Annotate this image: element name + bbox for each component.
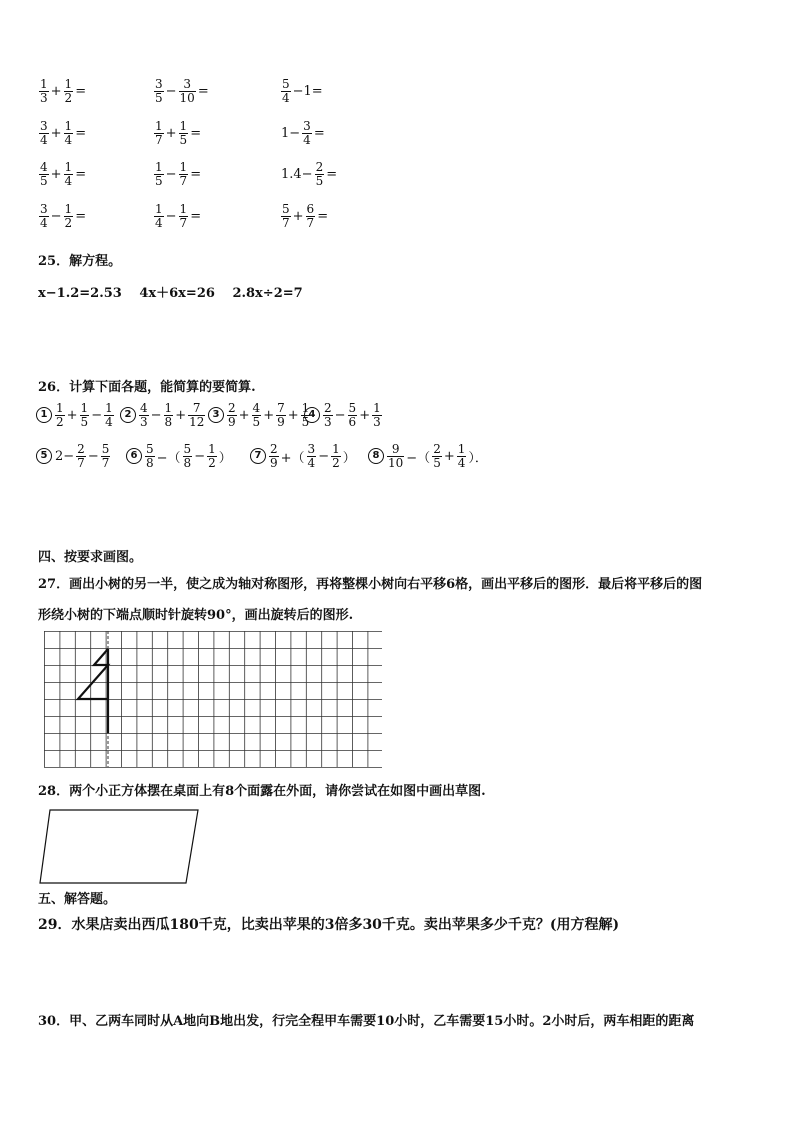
fraction: $\frac{1}{2}$ bbox=[208, 442, 216, 470]
q26-item-8 bbox=[368, 443, 489, 469]
section-4-heading: 四、按要求画图。 bbox=[38, 550, 143, 565]
operator: = bbox=[190, 166, 202, 182]
operator: −（ bbox=[406, 450, 431, 466]
calc-expression bbox=[153, 78, 210, 104]
item-number: 8 bbox=[368, 448, 384, 464]
fraction: $\frac{1}{4}$ bbox=[64, 119, 73, 147]
fraction: $\frac{4}{5}$ bbox=[40, 160, 48, 188]
operator: ） bbox=[342, 450, 356, 466]
fraction: $\frac{3}{4}$ bbox=[40, 202, 48, 230]
operator: − bbox=[150, 407, 162, 423]
operator: 1− bbox=[281, 125, 301, 141]
q25-title: 25．解方程。 bbox=[38, 254, 122, 269]
operator: − bbox=[194, 448, 206, 464]
q25-equations: x−1.2=2.53 4x＋6x=26 2.8x÷2=7 bbox=[38, 286, 303, 301]
operator: + bbox=[165, 125, 177, 141]
fraction: $\frac{1}{3}$ bbox=[373, 401, 381, 429]
table-parallelogram bbox=[38, 808, 200, 886]
calc-expression bbox=[280, 120, 326, 146]
fraction: $\frac{3}{10}$ bbox=[179, 77, 195, 105]
operator: = bbox=[75, 166, 87, 182]
operator: + bbox=[66, 407, 78, 423]
calc-expression bbox=[38, 161, 87, 187]
item-number: 2 bbox=[120, 407, 136, 423]
fraction: $\frac{1}{2}$ bbox=[64, 202, 73, 230]
operator: = bbox=[317, 208, 329, 224]
fraction: $\frac{3}{4}$ bbox=[303, 119, 311, 147]
operator: = bbox=[313, 125, 325, 141]
q27-line-1: 27．画出小树的另一半，使之成为轴对称图形，再将整棵小树向右平移6格，画出平移后的图形．最后将平移后的图 bbox=[38, 577, 703, 592]
operator: = bbox=[326, 166, 338, 182]
operator: = bbox=[75, 125, 87, 141]
operator: + bbox=[50, 125, 62, 141]
tree-grid bbox=[44, 631, 382, 769]
operator: + bbox=[50, 166, 62, 182]
fraction: $\frac{1}{4}$ bbox=[105, 401, 113, 429]
fraction: $\frac{5}{8}$ bbox=[146, 442, 154, 470]
operator: + bbox=[359, 407, 371, 423]
q26-item-4 bbox=[304, 402, 383, 428]
operator: + bbox=[287, 407, 299, 423]
operator: − bbox=[50, 208, 62, 224]
calc-expression bbox=[38, 78, 87, 104]
operator: − bbox=[165, 166, 177, 182]
operator: = bbox=[75, 208, 87, 224]
q27-line-2: 形绕小树的下端点顺时针旋转90°，画出旋转后的图形. bbox=[38, 608, 354, 623]
fraction: $\frac{1}{5}$ bbox=[155, 160, 163, 188]
fraction: $\frac{7}{12}$ bbox=[189, 401, 205, 429]
q26-item-5 bbox=[36, 443, 111, 469]
calc-expression bbox=[280, 161, 338, 187]
q28-text: 28．两个小正方体摆在桌面上有8个面露在外面，请你尝试在如图中画出草图. bbox=[38, 784, 486, 799]
operator: = bbox=[75, 83, 87, 99]
operator: + bbox=[50, 83, 62, 99]
fraction: $\frac{5}{6}$ bbox=[348, 401, 357, 429]
fraction: $\frac{1}{2}$ bbox=[56, 401, 64, 429]
item-number: 4 bbox=[304, 407, 320, 423]
q26-item-2 bbox=[120, 402, 206, 428]
operator: ）． bbox=[468, 450, 488, 466]
fraction: $\frac{3}{4}$ bbox=[40, 119, 48, 147]
q26-item-1 bbox=[36, 402, 115, 428]
fraction: $\frac{1}{3}$ bbox=[40, 77, 48, 105]
fraction: $\frac{1}{2}$ bbox=[332, 442, 340, 470]
half-tree bbox=[78, 649, 108, 733]
fraction: $\frac{1}{4}$ bbox=[457, 442, 466, 470]
fraction: $\frac{1}{4}$ bbox=[155, 202, 163, 230]
item-number: 5 bbox=[36, 448, 52, 464]
fraction: $\frac{2}{9}$ bbox=[228, 401, 236, 429]
fraction: $\frac{6}{7}$ bbox=[306, 202, 315, 230]
operator: = bbox=[197, 83, 209, 99]
section-5-heading: 五、解答题。 bbox=[38, 892, 117, 907]
item-number: 1 bbox=[36, 407, 52, 423]
calc-expression bbox=[280, 78, 324, 104]
q26-title: 26．计算下面各题，能简算的要简算. bbox=[38, 380, 256, 395]
q26-item-7 bbox=[250, 443, 357, 469]
q29-text: 29．水果店卖出西瓜180千克，比卖出苹果的3倍多30千克。卖出苹果多少千克？(用方程解) bbox=[38, 917, 620, 933]
operator: + bbox=[263, 407, 275, 423]
operator: +（ bbox=[280, 450, 305, 466]
calc-expression bbox=[38, 120, 87, 146]
operator: + bbox=[175, 407, 187, 423]
fraction: $\frac{3}{5}$ bbox=[155, 77, 163, 105]
calc-expression bbox=[153, 120, 202, 146]
operator: − bbox=[165, 208, 177, 224]
operator: −（ bbox=[156, 450, 181, 466]
operator: 1.4− bbox=[281, 166, 313, 182]
operator: −1= bbox=[292, 83, 323, 99]
item-number: 7 bbox=[250, 448, 266, 464]
operator: − bbox=[87, 448, 99, 464]
fraction: $\frac{7}{9}$ bbox=[277, 401, 285, 429]
fraction: $\frac{2}{9}$ bbox=[270, 442, 278, 470]
fraction: $\frac{2}{3}$ bbox=[324, 401, 332, 429]
calc-expression bbox=[38, 203, 87, 229]
calc-expression bbox=[153, 203, 202, 229]
fraction: $\frac{9}{10}$ bbox=[388, 442, 404, 470]
fraction: $\frac{1}{7}$ bbox=[179, 202, 188, 230]
fraction: $\frac{1}{7}$ bbox=[155, 119, 163, 147]
fraction: $\frac{1}{5}$ bbox=[301, 401, 310, 429]
operator: − bbox=[165, 83, 177, 99]
fraction: $\frac{2}{5}$ bbox=[433, 442, 441, 470]
fraction: $\frac{5}{7}$ bbox=[282, 202, 290, 230]
fraction: $\frac{2}{5}$ bbox=[315, 160, 324, 188]
item-number: 3 bbox=[208, 407, 224, 423]
fraction: $\frac{3}{4}$ bbox=[307, 442, 316, 470]
fraction: $\frac{2}{7}$ bbox=[77, 442, 85, 470]
operator: = bbox=[190, 208, 202, 224]
fraction: $\frac{1}{2}$ bbox=[64, 77, 73, 105]
operator: − bbox=[334, 407, 346, 423]
calc-expression bbox=[280, 203, 329, 229]
fraction: $\frac{1}{5}$ bbox=[80, 401, 89, 429]
operator: = bbox=[190, 125, 202, 141]
operator: − bbox=[91, 407, 103, 423]
operator: + bbox=[443, 448, 455, 464]
fraction: $\frac{1}{8}$ bbox=[164, 401, 173, 429]
item-number: 6 bbox=[126, 448, 142, 464]
operator: 2− bbox=[55, 448, 75, 464]
q26-item-3 bbox=[208, 402, 311, 428]
operator: − bbox=[318, 448, 330, 464]
fraction: $\frac{1}{4}$ bbox=[64, 160, 73, 188]
fraction: $\frac{5}{4}$ bbox=[282, 77, 290, 105]
fraction: $\frac{1}{7}$ bbox=[179, 160, 188, 188]
calc-expression bbox=[153, 161, 202, 187]
fraction: $\frac{5}{7}$ bbox=[101, 442, 110, 470]
q30-text: 30．甲、乙两车同时从A地向B地出发，行完全程甲车需要10小时，乙车需要15小时。2小时后，两车相距的距离 bbox=[38, 1014, 695, 1029]
fraction: $\frac{4}{3}$ bbox=[140, 401, 148, 429]
operator: + bbox=[292, 208, 304, 224]
fraction: $\frac{1}{5}$ bbox=[179, 119, 188, 147]
fraction: $\frac{4}{5}$ bbox=[252, 401, 261, 429]
q26-item-6 bbox=[126, 443, 233, 469]
operator: + bbox=[238, 407, 250, 423]
fraction: $\frac{5}{8}$ bbox=[183, 442, 192, 470]
operator: ） bbox=[218, 450, 232, 466]
